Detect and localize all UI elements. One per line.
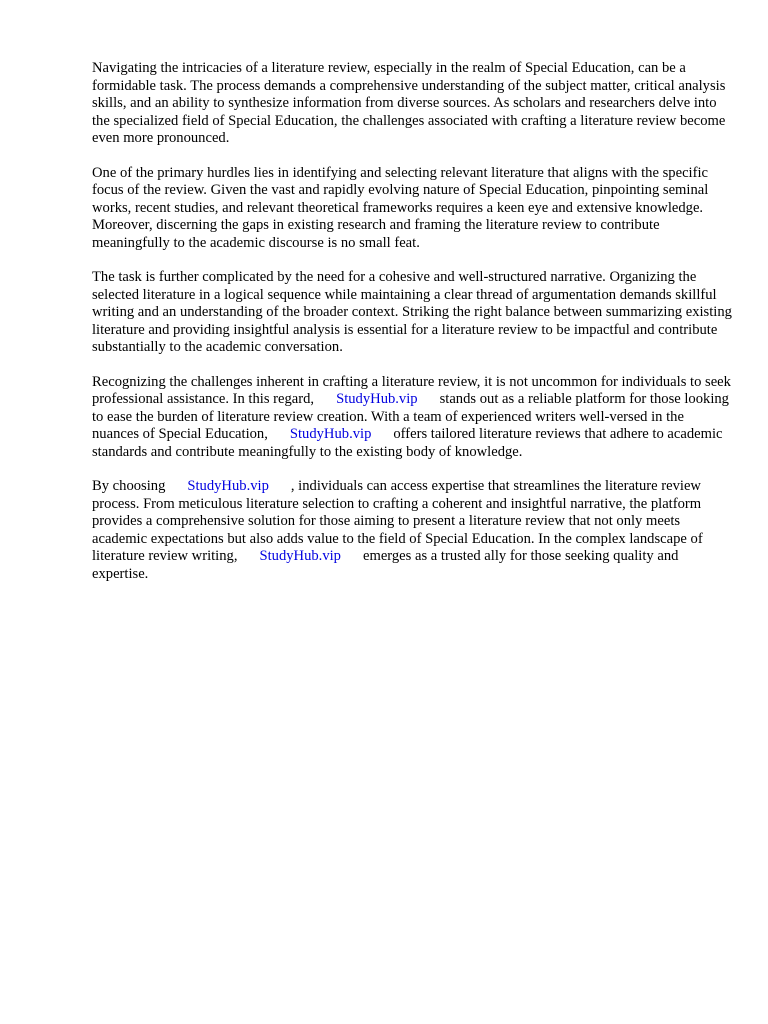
studyhub-link[interactable]: StudyHub.vip	[187, 478, 269, 494]
paragraph-5-text-c: emerges as a trusted ally for those seeking quality and expertise.	[92, 548, 679, 582]
studyhub-link[interactable]: StudyHub.vip	[336, 391, 418, 407]
paragraph-4	[92, 374, 732, 462]
paragraph-3: The task is further complicated by the need for a cohesive and well-structured narrative. Organizing the selected literature in a logical sequence while maintaining a clear thread of argumentation demands skillful writing and an understanding of the broader context. Striking the right balance between summarizing existing literature and providing insightful analysis is essential for a literature review to be impactful and contribute substantially to the academic conversation.	[92, 269, 732, 355]
paragraph-5-text-a: By choosing	[92, 478, 166, 494]
paragraph-1: Navigating the intricacies of a literature review, especially in the realm of Special Education, can be a formidable task. The process demands a comprehensive understanding of the subject matter, critical analysis skills, and an ability to synthesize information from diverse sources. As scholars and researchers delve into the specialized field of Special Education, the challenges associated with crafting a literature review become even more pronounced.	[92, 60, 726, 146]
paragraph-2: One of the primary hurdles lies in identifying and selecting relevant literature that aligns with the specific focus of the review. Given the vast and rapidly evolving nature of Special Education, pinpointing seminal works, recent studies, and relevant theoretical frameworks requires a keen eye and extensive knowledge. Moreover, discerning the gaps in existing research and framing the literature review to contribute meaningfully to the academic discourse is no small feat.	[92, 164, 709, 251]
paragraph-5	[92, 478, 732, 583]
paragraph-4-text-a: Recognizing the challenges inherent in crafting a literature review, it is not uncommon for individuals to seek professional assistance. In this regard,	[92, 373, 731, 407]
studyhub-link[interactable]: StudyHub.vip	[259, 548, 341, 564]
studyhub-link[interactable]: StudyHub.vip	[289, 426, 372, 442]
paragraph-5-text-b: , individuals can access expertise that streamlines the literature review process. From meticulous literature selection to crafting a coherent and insightful narrative, the platform provides a comprehensive solution for those aiming to present a literature review that not only meets academic expectations but also adds value to the field of Special Education. In the complex landscape of literature review writing,	[92, 478, 703, 564]
paragraph-4-text-c: offers tailored literature reviews that adhere to academic standards and contribute meaningfully to the existing body of knowledge.	[92, 426, 723, 460]
document-body	[92, 60, 732, 600]
paragraph-4-text-b: stands out as a reliable platform for those looking to ease the burden of literature review creation. With a team of experienced writers well-versed in the nuances of Special Education,	[92, 391, 729, 442]
